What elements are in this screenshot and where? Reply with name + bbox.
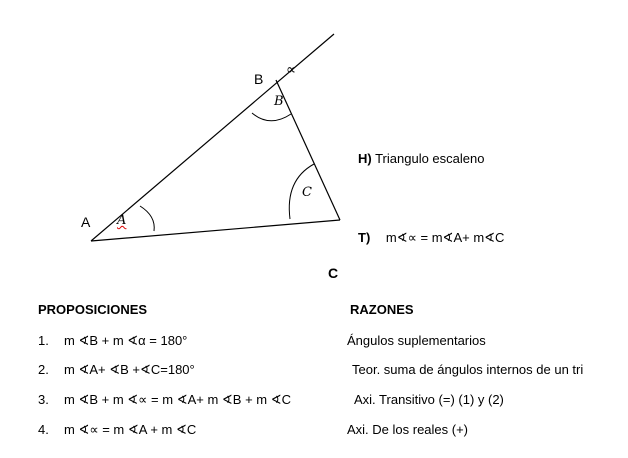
row-number: 4. bbox=[38, 422, 49, 437]
angle-label-c: C bbox=[302, 185, 312, 200]
proposition: m ∢A+ ∢B +∢C=180° bbox=[64, 362, 195, 377]
row-number: 2. bbox=[38, 362, 49, 377]
reason: Ángulos suplementarios bbox=[347, 333, 486, 348]
reason: Teor. suma de ángulos internos de un tri bbox=[352, 362, 584, 377]
vertex-label-b: B bbox=[254, 71, 264, 87]
angle-label-a: A bbox=[117, 213, 127, 228]
vertex-label-c: C bbox=[328, 265, 339, 281]
hypothesis-text: Triangulo escaleno bbox=[371, 151, 485, 166]
column-header-proposiciones: PROPOSICIONES bbox=[38, 302, 148, 317]
vertex-label-a: A bbox=[81, 214, 91, 230]
angle-label-b: B bbox=[274, 94, 284, 109]
reason: Axi. De los reales (+) bbox=[347, 422, 469, 437]
thesis bbox=[358, 230, 504, 246]
angle-arc-a bbox=[140, 206, 154, 231]
column-header-razones: RAZONES bbox=[350, 302, 414, 317]
thesis-text: m∢∝ = m∢A+ m∢C bbox=[385, 230, 505, 245]
extension-line bbox=[91, 34, 334, 241]
side-ac bbox=[91, 220, 340, 241]
proposition: m ∢∝ = m ∢A + m ∢C bbox=[64, 422, 197, 437]
row-number: 1. bbox=[38, 333, 49, 348]
hypothesis-prefix: H) bbox=[358, 151, 372, 166]
hypothesis bbox=[358, 151, 484, 167]
proposition: m ∢B + m ∢∝ = m ∢A+ m ∢B + m ∢C bbox=[64, 392, 292, 407]
reason: Axi. Transitivo (=) (1) y (2) bbox=[354, 392, 504, 407]
thesis-prefix: T) bbox=[358, 230, 371, 245]
angle-arc-b bbox=[252, 113, 291, 121]
exterior-angle-label: ∝ bbox=[286, 61, 297, 77]
proposition: m ∢B + m ∢α = 180° bbox=[64, 333, 188, 348]
row-number: 3. bbox=[38, 392, 49, 407]
